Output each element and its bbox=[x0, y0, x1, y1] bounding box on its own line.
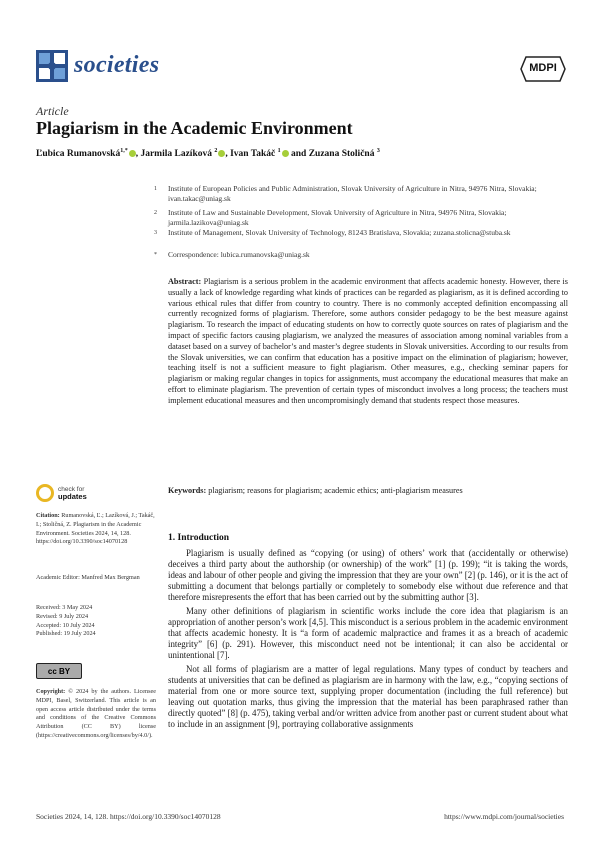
author-name[interactable]: Zuzana Stoličná bbox=[308, 149, 375, 160]
orcid-icon[interactable] bbox=[282, 150, 289, 157]
author-name[interactable]: Jarmila Lazíková bbox=[140, 149, 212, 160]
affiliation-number: 3 bbox=[154, 230, 157, 236]
keywords-label: Keywords: bbox=[168, 486, 207, 495]
abstract bbox=[168, 277, 568, 407]
published-date: Published: 19 July 2024 bbox=[36, 630, 96, 638]
footer-journal-url[interactable]: https://www.mdpi.com/journal/societies bbox=[444, 812, 564, 821]
affiliation-text: Institute of Law and Sustainable Development, Slovak University of Agriculture in Nitra, 94976 Nitra, Slovakia; jarmila.lazikova@uniag.sk bbox=[168, 208, 507, 227]
copyright-label: Copyright: bbox=[36, 688, 66, 695]
authors-conjunction: and bbox=[291, 149, 307, 160]
affiliation-text: Institute of European Policies and Public Administration, Slovak University of Agriculture in Nitra, 94976 Nitra, Slovakia; ivan.takac@uniag.sk bbox=[168, 184, 537, 203]
orcid-icon[interactable] bbox=[218, 150, 225, 157]
correspondence-text: Correspondence: lubica.rumanovska@uniag.sk bbox=[168, 250, 310, 259]
author-name[interactable]: Ivan Takáč bbox=[230, 149, 276, 160]
author-affiliation-mark: 2 bbox=[214, 148, 218, 154]
mdpi-logo[interactable] bbox=[520, 56, 566, 82]
academic-editor: Academic Editor: Manfred Max Bergman bbox=[36, 574, 140, 581]
copyright-text: © 2024 by the authors. Licensee MDPI, Basel, Switzerland. This article is an open access article distributed under the terms and conditions of the Creative Commons Attribution (CC BY) license (https://creativecommons.org/licenses/by/4.0/). bbox=[36, 688, 157, 739]
footer-citation[interactable]: Societies 2024, 14, 128. https://doi.org/10.3390/soc14070128 bbox=[36, 812, 221, 821]
copyright-block bbox=[36, 688, 156, 741]
affiliation bbox=[154, 250, 568, 260]
abstract-text: Plagiarism is a serious problem in the academic environment that affects academic honesty. However, there is usually a lack of knowledge regarding what kinds of practices can be regarded as plagiarism, as it is defined according to various ethical rules that differ from country to country. There is no commonly accepted definition encompassing all currently recognized forms of plagiarism. Therefore, some authors consider pedagogy to be the best measure against plagiarism. To research the impact of educating students on how to correctly quote sources on rates of plagiarism and the impact of specific factors causing plagiarism, we analyzed the measures of association among nominal variables from a dataset based on a survey of bachelor’s and master’s degree students in Slovak universities. According to our results from the Slovak universities, we can confirm that education has a positive impact on the elimination of plagiarism; however, teaching itself is not a sufficient measure to fight plagiarism. Other measures, e.g., checking seminar papers for plagiarism or making regular changes in topics for assignments, must accompany the educational measures that make an effort to eliminate plagiarism. The prevention of certain types of misconduct involves a long process; the teachers must implement educational measures and then uncompromisingly demand that students respect those measures. bbox=[168, 277, 568, 405]
affiliation-number: 1 bbox=[154, 186, 157, 192]
section-heading: 1. Introduction bbox=[168, 533, 230, 543]
keywords bbox=[168, 486, 568, 497]
affiliation-text: Institute of Management, Slovak University of Technology, 81243 Bratislava, Slovakia; zuzana.stolicna@stuba.sk bbox=[168, 228, 511, 237]
affiliation-number: * bbox=[154, 252, 157, 258]
author-name[interactable]: Ľubica Rumanovská bbox=[36, 149, 121, 160]
dates-block bbox=[36, 604, 156, 639]
page-footer bbox=[36, 812, 564, 821]
article-type: Article bbox=[36, 104, 69, 118]
citation-block bbox=[36, 512, 156, 547]
citation-label: Citation: bbox=[36, 512, 60, 519]
journal-logo-icon bbox=[36, 50, 68, 82]
journal-name[interactable]: societies bbox=[74, 52, 160, 78]
publisher-name: MDPI bbox=[529, 62, 557, 74]
body-paragraph: Not all forms of plagiarism are a matter of legal regulations. Many types of conduct by teachers and students at universities that can be defined as plagiarism are in harmony with the law, e.g., “copying sections of material from one or more source text, supplying proper documentation (including the full reference) but leaving out quotation marks, thus giving the impression that the material has been paraphrased rather than directly quoted” [8] (p. 475), taking verbal and/or written advice from another past or current student about what to include in an assignment [9], portraying collaborative assignments bbox=[168, 664, 568, 729]
received-date: Received: 3 May 2024 bbox=[36, 604, 93, 611]
author-list: Ľubica Rumanovská$^{1,*}$ , Jarmila Lazíková $^2$ , Ivan Takáč $^1$ and Zuzana Stoličná $^3$ bbox=[36, 148, 380, 160]
introduction-body bbox=[168, 548, 568, 733]
author-affiliation-mark: 3 bbox=[376, 148, 380, 154]
cc-by-license-badge[interactable]: cc BY bbox=[36, 663, 82, 679]
revised-date: Revised: 9 July 2024 bbox=[36, 612, 89, 620]
check-updates-icon bbox=[36, 484, 54, 502]
check-updates-label: check for updates bbox=[58, 486, 87, 501]
author-affiliation-mark: 1,* bbox=[120, 148, 128, 154]
affiliation-number: 2 bbox=[154, 210, 157, 216]
body-paragraph: Plagiarism is usually defined as “copying (or using) of others’ work that (accidentally or otherwise) deceives a third party about the authorship (or ownership) of the work” [1] (p. 199); “it is taking the words, ideas and labour of other people and giving the impression that they are your own” [2] (p. 146), or it is the act of submitting a document that belongs partially or completely to somebody else without due reference and that therefore misrepresents the effort that has been carried out by the submitting author [3]. bbox=[168, 548, 568, 602]
citation-text: Rumanovská, Ľ.; Lazíková, J.; Takáč, I.; Stoličná, Z. Plagiarism in the Academic Environment. Societies 2024, 14, 128. https://doi.org/10.3390/soc14070128 bbox=[36, 512, 155, 546]
accepted-date: Accepted: 10 July 2024 bbox=[36, 621, 95, 629]
orcid-icon[interactable] bbox=[129, 150, 136, 157]
abstract-label: Abstract: bbox=[168, 277, 202, 286]
affiliation bbox=[154, 184, 568, 204]
keywords-text: plagiarism; reasons for plagiarism; academic ethics; anti-plagiarism measures bbox=[208, 486, 463, 495]
affiliation bbox=[154, 208, 568, 228]
author-affiliation-mark: 1 bbox=[277, 148, 281, 154]
article-title: Plagiarism in the Academic Environment bbox=[36, 118, 353, 138]
body-paragraph: Many other definitions of plagiarism in scientific works include the core idea that plagiarism is an appropriation of another person’s work [4,5]. This misconduct is a serious problem in the academic environment that affects academic honesty. It is “a form of academic malpractice and frames it as a breach of academic integrity” [6] (p. 291). However, this misconduct need not be intentional; it can also be accidental or unintentional [7]. bbox=[168, 606, 568, 660]
affiliation bbox=[154, 228, 568, 238]
